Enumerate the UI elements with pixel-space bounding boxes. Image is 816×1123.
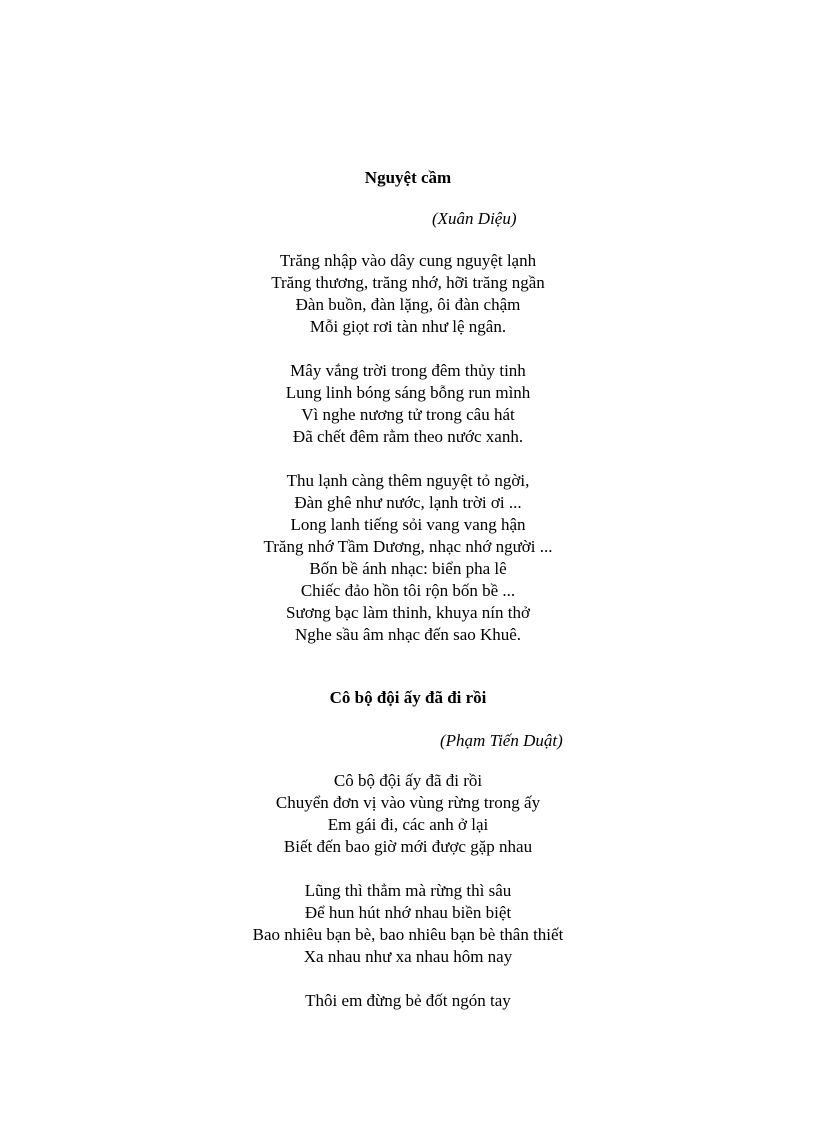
poem-line: Bốn bề ánh nhạc: biển pha lê <box>309 559 507 578</box>
poem-author: (Xuân Diệu) <box>432 209 517 228</box>
poem-stanza <box>0 250 816 338</box>
poem-line: Mỗi giọt rơi tàn như lệ ngân. <box>309 317 507 336</box>
poem-line: Thu lạnh càng thêm nguyệt tỏ ngời, <box>286 471 530 490</box>
poem-line: Bao nhiêu bạn bè, bao nhiêu bạn bè thân thiết <box>252 925 564 944</box>
poem-stanza <box>0 360 816 448</box>
poem-line: Long lanh tiếng sỏi vang vang hận <box>290 515 526 534</box>
poem-line: Biết đến bao giờ mới được gặp nhau <box>283 837 533 856</box>
poem-line: Lũng thì thẳm mà rừng thì sâu <box>304 881 512 900</box>
poem-stanza <box>0 770 816 858</box>
poem-line: Đàn buồn, đàn lặng, ôi đàn chậm <box>295 295 521 314</box>
poem-line: Cô bộ đội ấy đã đi rồi <box>333 771 483 790</box>
poem-line: Trăng nhớ Tầm Dương, nhạc nhớ người ... <box>263 537 553 556</box>
poem-line: Trăng thương, trăng nhớ, hỡi trăng ngần <box>271 273 545 292</box>
poem-stanza <box>0 990 816 1012</box>
poem-line: Em gái đi, các anh ở lại <box>327 815 489 834</box>
poem-line: Xa nhau như xa nhau hôm nay <box>303 947 513 966</box>
poem-line: Vì nghe nương tử trong câu hát <box>301 405 515 424</box>
poem-line: Mây vắng trời trong đêm thủy tinh <box>290 361 526 380</box>
poem-line: Trăng nhập vào dây cung nguyệt lạnh <box>279 251 537 270</box>
poem-title: Cô bộ đội ấy đã đi rồi <box>329 688 487 707</box>
poem-line: Sương bạc làm thinh, khuya nín thở <box>286 603 530 622</box>
poem-line: Đàn ghê như nước, lạnh trời ơi ... <box>294 493 522 512</box>
poem-line: Chuyển đơn vị vào vùng rừng trong ấy <box>275 793 541 812</box>
poem-line: Lung linh bóng sáng bỗng run mình <box>285 383 531 402</box>
poem-line: Nghe sầu âm nhạc đến sao Khuê. <box>294 625 522 644</box>
poem-line: Thôi em đừng bẻ đốt ngón tay <box>305 991 511 1010</box>
poem-stanza <box>0 880 816 968</box>
poem-stanza <box>0 470 816 646</box>
poem-line: Chiếc đảo hồn tôi rộn bốn bề ... <box>300 581 516 600</box>
poem-line: Đã chết đêm rằm theo nước xanh. <box>292 427 524 446</box>
poem-title: Nguyệt cầm <box>364 168 452 187</box>
poem-line: Để hun hút nhớ nhau biền biệt <box>304 903 512 922</box>
poem-author: (Phạm Tiến Duật) <box>440 731 563 750</box>
